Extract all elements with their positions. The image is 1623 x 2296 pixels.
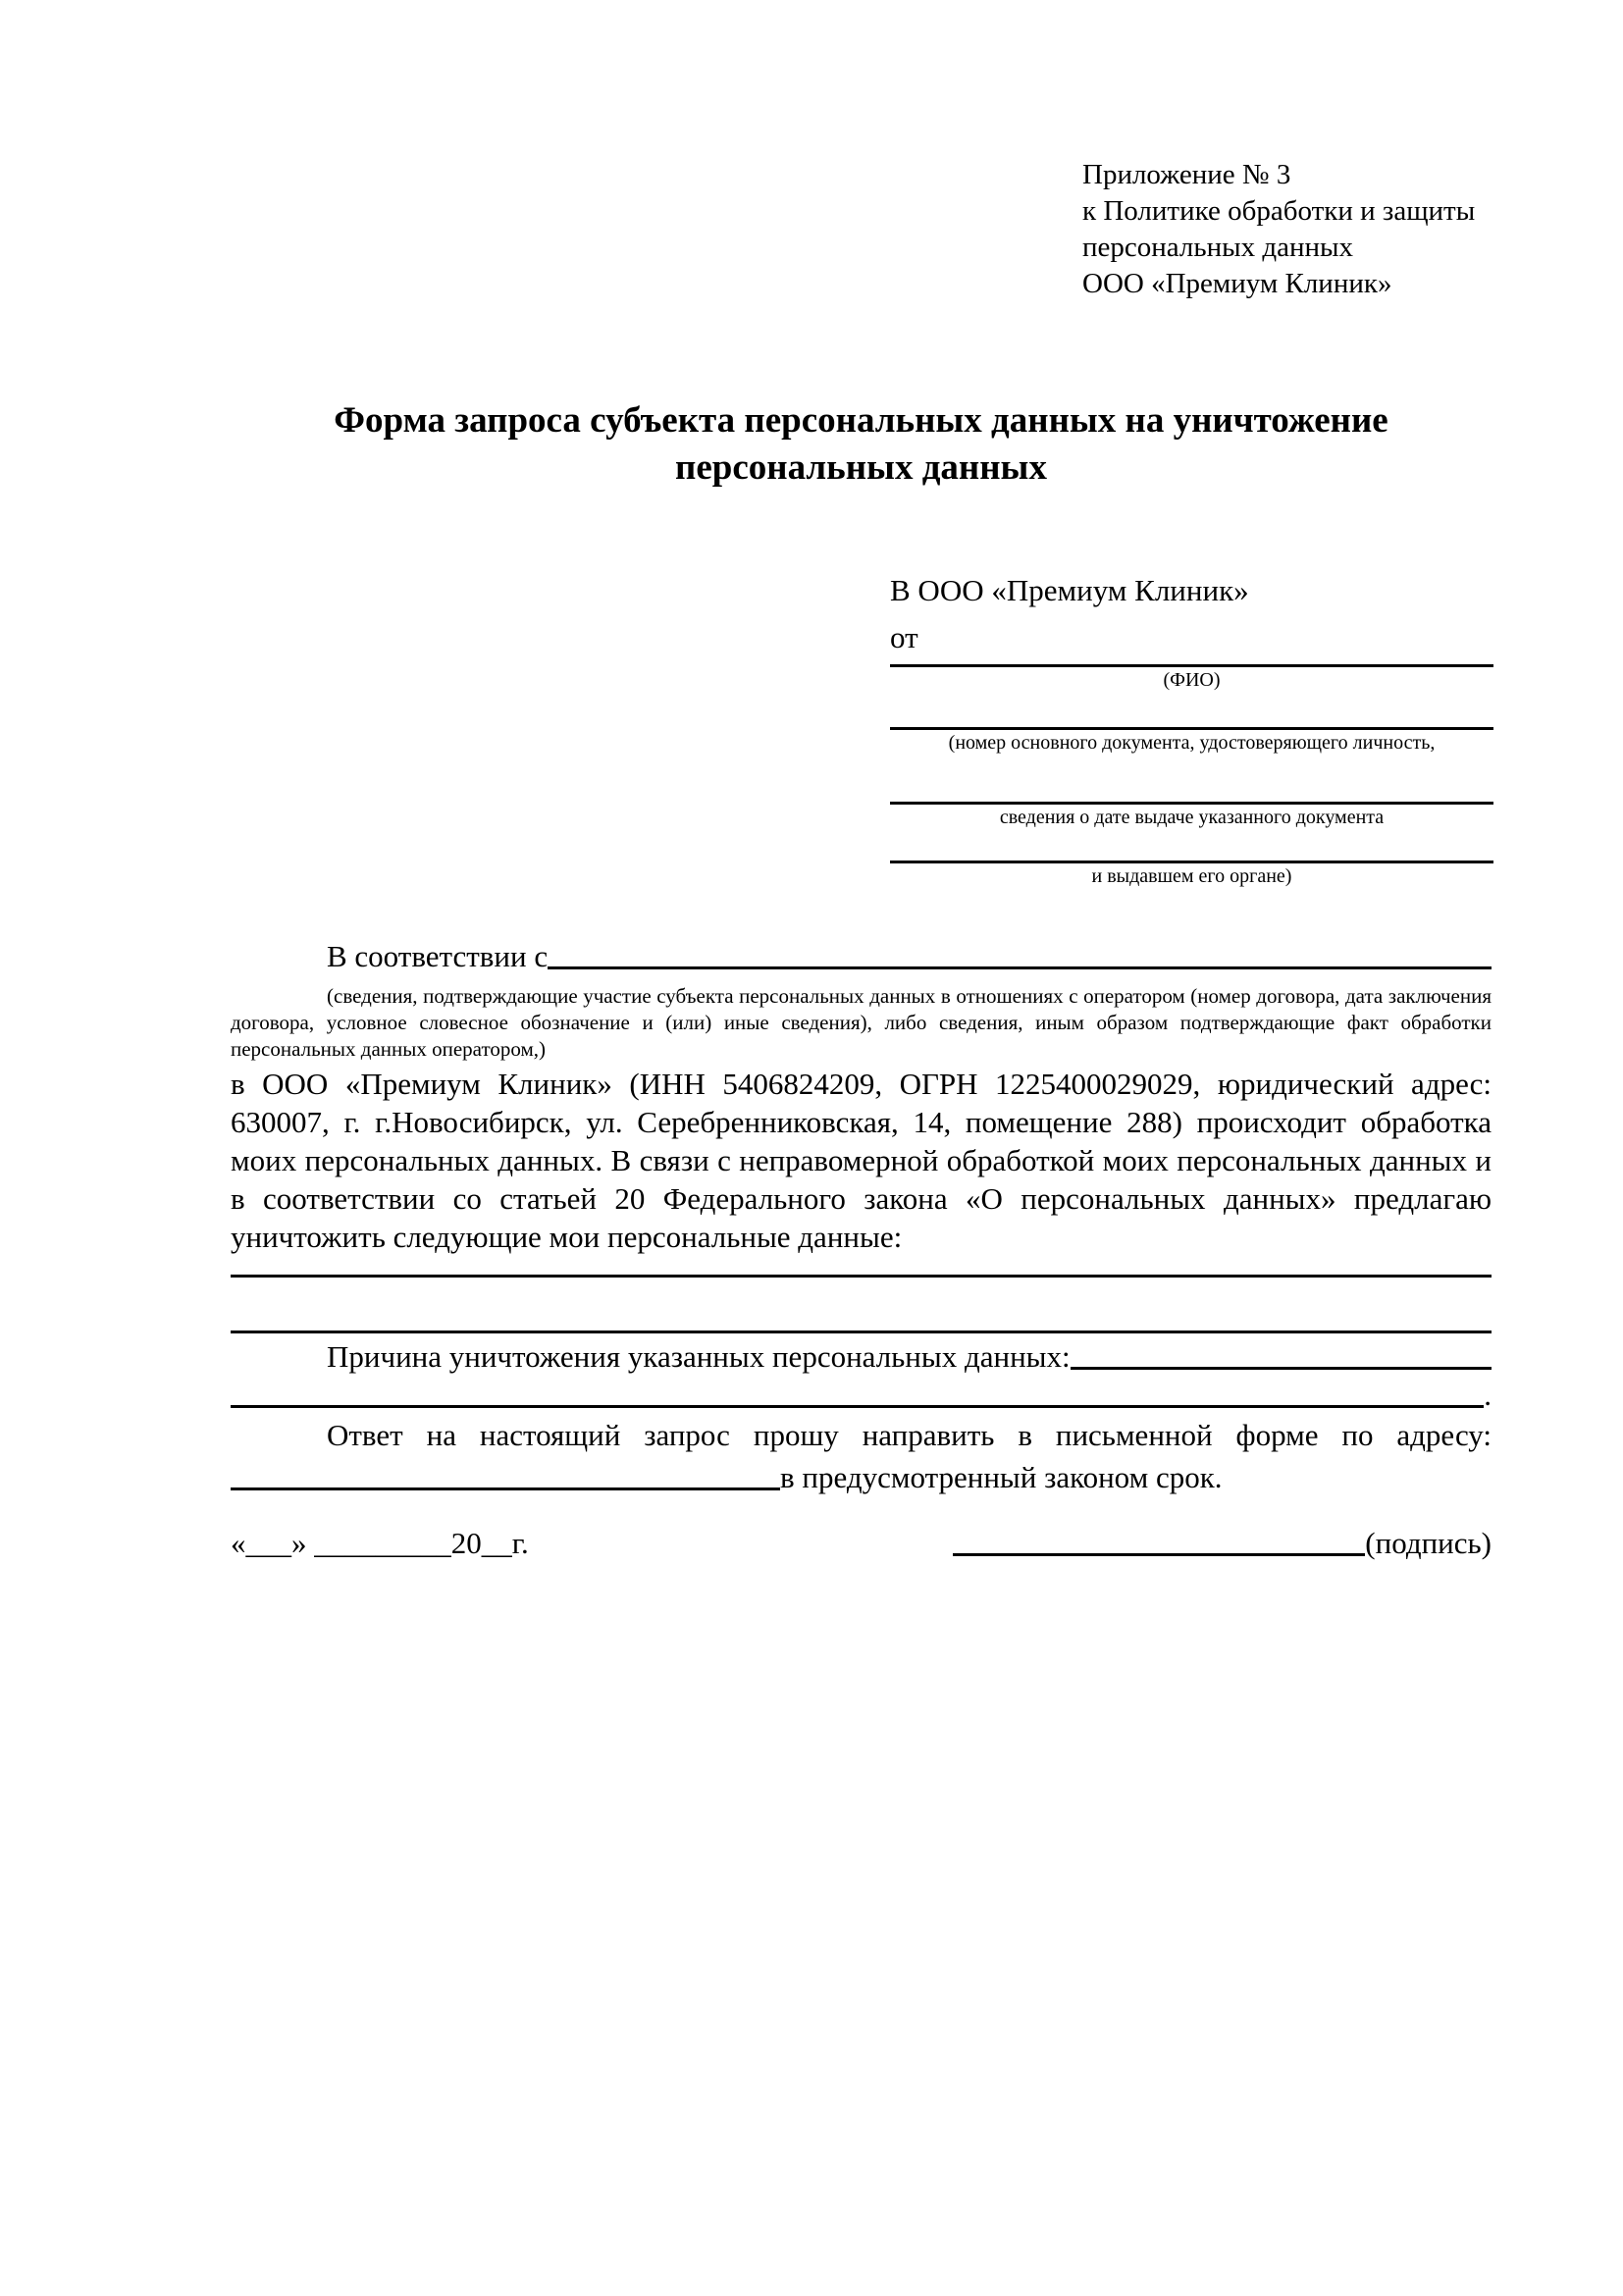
appendix-line: Приложение № 3 [1082,159,1291,190]
signature-fill-line [953,1553,1365,1556]
reason-label: Причина уничтожения указанных персональных данных: [327,1339,1071,1374]
answer-sentence: Ответ на настоящий запрос прошу направить в письменной форме по адресу: [327,1418,1492,1452]
document-body [231,937,1492,1562]
accordance-note: (сведения, подтверждающие участие субъекта персональных данных в отношениях с оператором (номер договора, дата заключения договора, условное словесное обозначение и (или) иные сведения), либо сведения, иным образом подтверждающие факт обработки персональных данных оператором,) [231,984,1492,1061]
reason-row [231,1337,1492,1376]
signature-group [953,1524,1492,1562]
accordance-label: В соответствии с [327,939,549,973]
reason-fill-line [1071,1367,1492,1370]
appendix-line: ООО «Премиум Клиник» [1082,268,1392,299]
accordance-fill-line [548,966,1492,969]
addressee-block [890,572,1493,889]
field-caption-issuing-authority: и выдавшем его органе) [1091,865,1292,887]
field-caption-document-number: (номер основного документа, удостоверяющего личность, [948,732,1436,754]
line-period: . [1484,1378,1492,1412]
blank-fill-line-2 [231,1331,1492,1333]
field-caption-fio: (ФИО) [1163,669,1221,691]
blank-fill-line-3 [231,1405,1484,1408]
blank-fill-line-1 [231,1275,1492,1278]
signature-caption: (подпись) [1365,1526,1492,1560]
address-term-row [231,1458,1492,1496]
accordance-row [231,937,1492,975]
main-paragraph: в ООО «Премиум Клиник» (ИНН 5406824209, ОГРН 1225400029029, юридический адрес: 630007, г. г.Новосибирск, ул. Серебренниковская, 14, помещение 288) происходит обработка моих персональных данных. В связи с неправомерной обработкой моих персональных данных и в соответствии со статьей 20 Федерального закона «О персональных данных» предлагаю уничтожить следующие мои персональные данные: [231,1067,1492,1254]
appendix-line: персональных данных [1082,232,1354,263]
appendix-line: к Политике обработки и защиты [1082,195,1476,227]
date-line: «___» _________20__г. [231,1526,529,1560]
address-fill-line [231,1487,780,1490]
date-signature-row [231,1524,1492,1562]
addressee-to: В ООО «Премиум Клиник» [890,573,1249,607]
term-text: в предусмотренный законом срок. [780,1460,1223,1494]
field-caption-issue-date: сведения о дате выдаче указанного документа [999,807,1385,828]
addressee-from-label: от [890,620,918,654]
document-title: Форма запроса субъекта персональных данных на уничтожение персональных данных [334,400,1388,488]
blank-line-with-period-row [231,1376,1492,1414]
appendix-block [1082,157,1475,302]
